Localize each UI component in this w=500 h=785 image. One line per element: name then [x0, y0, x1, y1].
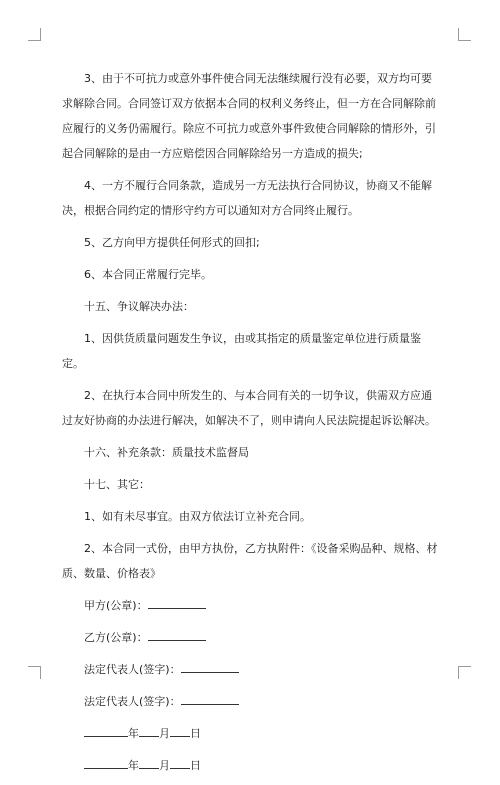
signature-party-a-blank	[148, 596, 206, 609]
clause-force-majeure: 3、由于不可抗力或意外事件使合同无法继续履行没有必要，双方均可要求解除合同。合同签订双方依据本合同的权利义务终止，但一方在合同解除前应履行的义务仍需履行。除应不可抗力或意外事件致使合同解除的情形外，引起合同解除的是由一方应赔偿因合同解除给另一方造成的损失;	[62, 72, 436, 160]
date-a-month-label: 月	[159, 727, 170, 740]
date-b-year-blank	[84, 756, 128, 769]
signature-rep-a-blank	[181, 660, 239, 673]
clause-kickback: 5、乙方向甲方提供任何形式的回扣;	[84, 236, 260, 249]
date-b-day-label: 日	[190, 759, 201, 772]
clause-completion: 6、本合同正常履行完毕。	[84, 268, 212, 281]
date-b-month-blank	[139, 756, 159, 769]
date-line-a	[62, 721, 438, 746]
date-line-b	[62, 753, 438, 778]
document-body	[62, 66, 438, 785]
section-heading-other: 十七、其它：	[84, 478, 150, 491]
clause-supplementary-contract: 1、如有未尽事宜。由双方依法订立补充合同。	[84, 510, 311, 523]
date-b-month-label: 月	[159, 759, 170, 772]
date-a-year-blank	[84, 724, 128, 737]
signature-party-b-label: 乙方(公章)：	[84, 631, 148, 644]
signature-rep-a-label: 法定代表人(签字)：	[84, 663, 181, 676]
signature-rep-b-label: 法定代表人(签字)：	[84, 695, 181, 708]
crop-mark-top-right	[458, 28, 471, 41]
crop-mark-bottom-right	[458, 666, 471, 679]
date-b-day-blank	[170, 756, 190, 769]
crop-mark-bottom-left	[28, 666, 41, 679]
date-a-month-blank	[139, 724, 159, 737]
signature-party-a	[62, 593, 438, 618]
date-a-day-blank	[170, 724, 190, 737]
signature-rep-b-blank	[181, 692, 239, 705]
signature-party-a-label: 甲方(公章)：	[84, 599, 148, 612]
signature-party-b-blank	[148, 628, 206, 641]
date-b-year-label: 年	[128, 759, 139, 772]
signature-party-b	[62, 625, 438, 650]
date-a-year-label: 年	[128, 727, 139, 740]
clause-breach: 4、一方不履行合同条款，造成另一方无法执行合同协议，协商又不能解决，根据合同约定的情形守约方可以通知对方合同终止履行。	[62, 179, 432, 217]
signature-rep-b	[62, 689, 438, 714]
section-heading-supplementary: 十六、补充条款：质量技术监督局	[84, 446, 249, 459]
clause-dispute-resolution: 2、在执行本合同中所发生的、与本合同有关的一切争议，供需双方应通过友好协商的办法进行解决，如解决不了，则申请向人民法院提起诉讼解决。	[62, 389, 436, 427]
clause-copies: 2、本合同一式份，由甲方执份，乙方执附件：《设备采购品种、规格、材质、数量、价格表》	[62, 542, 438, 580]
crop-mark-top-left	[28, 28, 41, 41]
clause-quality-dispute: 1、因供货质量问题发生争议，由或其指定的质量鉴定单位进行质量鉴定。	[62, 332, 421, 370]
signature-rep-a	[62, 657, 438, 682]
section-heading-dispute: 十五、争议解决办法：	[84, 300, 194, 313]
date-a-day-label: 日	[190, 727, 201, 740]
